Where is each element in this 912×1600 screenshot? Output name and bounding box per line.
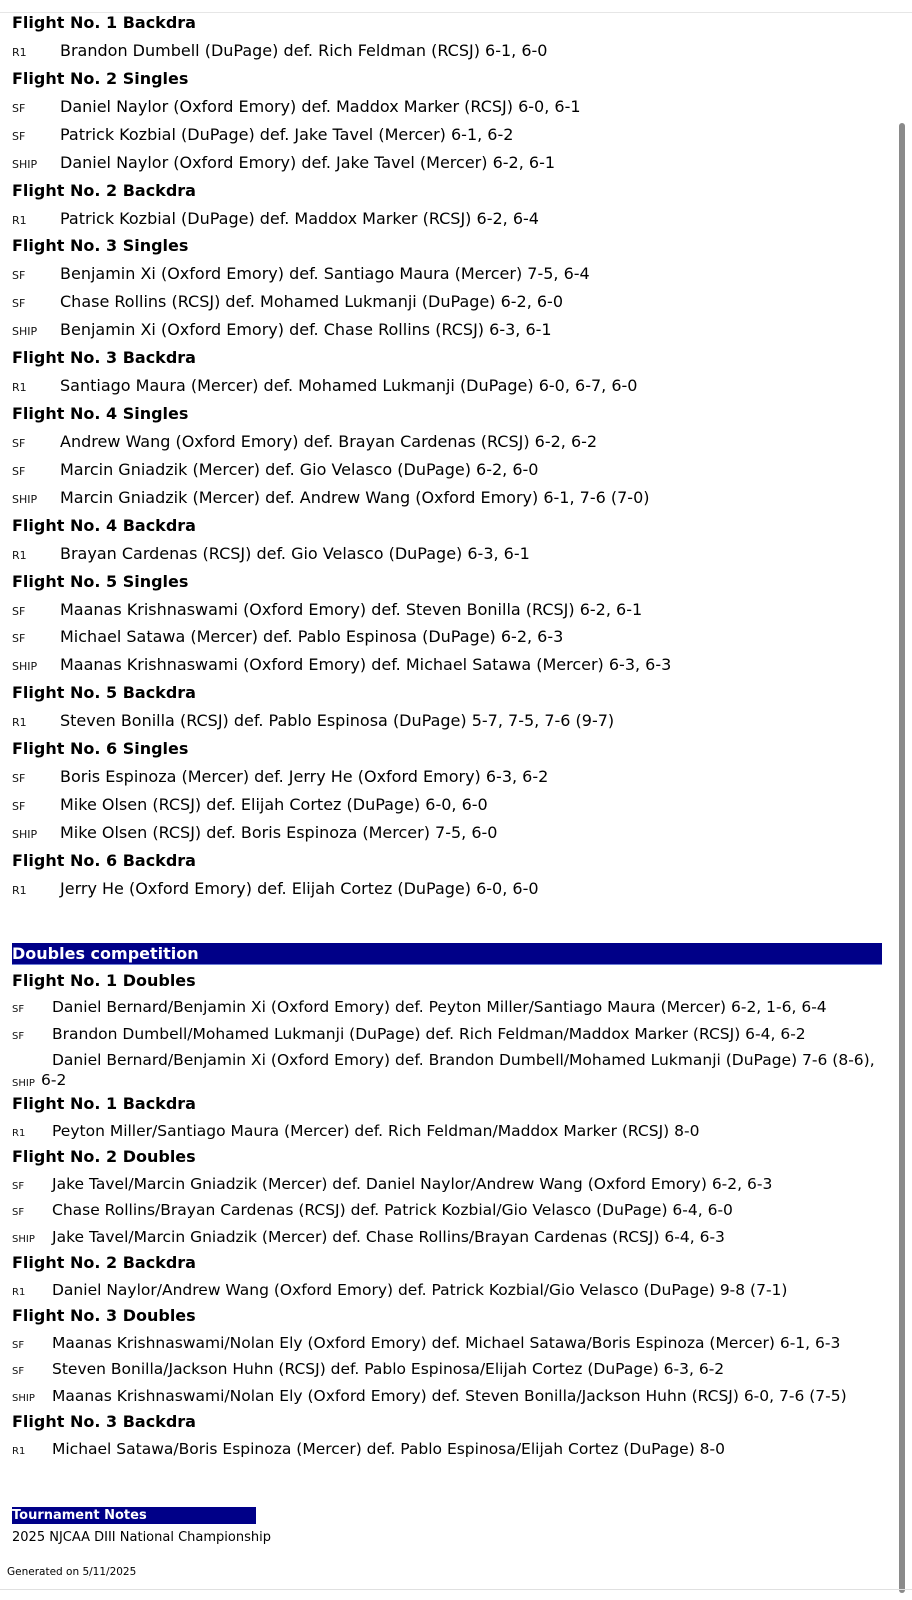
round-label: SHIP bbox=[12, 1392, 35, 1404]
flight-heading: Flight No. 5 Singles bbox=[12, 571, 189, 591]
match-result: Daniel Naylor (Oxford Emory) def. Maddox Marker (RCSJ) 6-0, 6-1 bbox=[60, 96, 581, 116]
round-label: SF bbox=[12, 1180, 25, 1192]
match-row bbox=[12, 1280, 888, 1307]
round-label: SF bbox=[12, 1207, 25, 1219]
match-row bbox=[12, 1386, 888, 1413]
tournament-notes-header: Tournament Notes bbox=[12, 1507, 256, 1524]
match-row bbox=[12, 1227, 888, 1254]
flight-heading: Flight No. 6 Singles bbox=[12, 739, 189, 759]
match-result: Daniel Naylor (Oxford Emory) def. Jake Tavel (Mercer) 6-2, 6-1 bbox=[60, 152, 556, 172]
round-label: SF bbox=[12, 1004, 25, 1016]
match-result: Brayan Cardenas (RCSJ) def. Gio Velasco (DuPage) 6-3, 6-1 bbox=[60, 543, 530, 563]
round-label: SHIP bbox=[12, 1078, 35, 1090]
match-result: Mike Olsen (RCSJ) def. Boris Espinoza (Mercer) 7-5, 6-0 bbox=[60, 822, 498, 842]
match-result: Daniel Bernard/Benjamin Xi (Oxford Emory) def. Brandon Dumbell/Mohamed Lukmanji (DuPage) 7-6 (8-6), 6-2 bbox=[41, 1051, 875, 1090]
round-label: SF bbox=[12, 772, 26, 786]
round-label: R1 bbox=[12, 1127, 26, 1139]
match-row bbox=[12, 1121, 888, 1148]
match-row bbox=[12, 264, 888, 292]
match-row bbox=[12, 292, 888, 320]
doubles-section-header: Doubles competition bbox=[12, 943, 882, 965]
match-result: Brandon Dumbell/Mohamed Lukmanji (DuPage) def. Rich Feldman/Maddox Marker (RCSJ) 6-4, 6-2 bbox=[52, 1024, 806, 1043]
match-result: Patrick Kozbial (DuPage) def. Jake Tavel (Mercer) 6-1, 6-2 bbox=[60, 124, 514, 144]
match-result: Chase Rollins/Brayan Cardenas (RCSJ) def. Patrick Kozbial/Gio Velasco (DuPage) 6-4, 6-0 bbox=[52, 1201, 733, 1220]
match-row bbox=[12, 432, 888, 460]
generated-date: Generated on 5/11/2025 bbox=[7, 1566, 137, 1579]
flight-heading: Flight No. 3 Backdra bbox=[12, 348, 196, 368]
match-row bbox=[12, 460, 888, 488]
flight-heading: Flight No. 2 Backdra bbox=[12, 180, 196, 200]
round-label: SF bbox=[12, 1030, 25, 1042]
match-result: Patrick Kozbial (DuPage) def. Maddox Marker (RCSJ) 6-2, 6-4 bbox=[60, 208, 539, 228]
match-result: Jake Tavel/Marcin Gniadzik (Mercer) def. Daniel Naylor/Andrew Wang (Oxford Emory) 6-2, 6-3 bbox=[52, 1174, 773, 1193]
match-result: Boris Espinoza (Mercer) def. Jerry He (Oxford Emory) 6-3, 6-2 bbox=[60, 767, 549, 787]
match-result: Maanas Krishnaswami/Nolan Ely (Oxford Emory) def. Michael Satawa/Boris Espinoza (Mercer) 6-1, 6-3 bbox=[52, 1333, 841, 1352]
match-result: Daniel Naylor/Andrew Wang (Oxford Emory) def. Patrick Kozbial/Gio Velasco (DuPage) 9-8 (7-1) bbox=[52, 1280, 788, 1299]
round-label: SHIP bbox=[12, 1233, 35, 1245]
match-row bbox=[12, 488, 888, 516]
round-label: R1 bbox=[12, 1445, 26, 1457]
results-content bbox=[7, 13, 888, 1579]
flight-heading: Flight No. 3 Backdra bbox=[12, 1412, 196, 1432]
round-label: SF bbox=[12, 101, 26, 115]
round-label: R1 bbox=[12, 548, 27, 562]
match-row bbox=[12, 1050, 888, 1094]
round-label: SHIP bbox=[12, 660, 38, 674]
flight-heading: Flight No. 4 Backdra bbox=[12, 515, 196, 535]
round-label: R1 bbox=[12, 883, 27, 897]
match-row bbox=[12, 1174, 888, 1201]
match-result: Chase Rollins (RCSJ) def. Mohamed Lukmanji (DuPage) 6-2, 6-0 bbox=[60, 292, 564, 312]
match-result: Daniel Bernard/Benjamin Xi (Oxford Emory) def. Peyton Miller/Santiago Maura (Mercer) 6-2, 1-6, 6-4 bbox=[52, 998, 827, 1017]
match-result: Jerry He (Oxford Emory) def. Elijah Cortez (DuPage) 6-0, 6-0 bbox=[60, 878, 539, 898]
match-result: Maanas Krishnaswami (Oxford Emory) def. Michael Satawa (Mercer) 6-3, 6-3 bbox=[60, 655, 672, 675]
match-result: Benjamin Xi (Oxford Emory) def. Santiago Maura (Mercer) 7-5, 6-4 bbox=[60, 264, 590, 284]
match-row bbox=[12, 125, 888, 153]
round-label: R1 bbox=[12, 46, 27, 59]
round-label: SF bbox=[12, 129, 26, 143]
round-label: SF bbox=[12, 464, 26, 478]
flight-heading: Flight No. 2 Doubles bbox=[12, 1147, 196, 1167]
match-result: Michael Satawa (Mercer) def. Pablo Espinosa (DuPage) 6-2, 6-3 bbox=[60, 627, 564, 647]
round-label: R1 bbox=[12, 213, 27, 227]
match-result: Benjamin Xi (Oxford Emory) def. Chase Rollins (RCSJ) 6-3, 6-1 bbox=[60, 320, 552, 340]
vertical-scrollbar[interactable] bbox=[899, 123, 905, 1593]
round-label: SHIP bbox=[12, 157, 38, 171]
bottom-divider bbox=[0, 1589, 912, 1590]
flight-heading: Flight No. 1 Doubles bbox=[12, 970, 196, 990]
round-label: SF bbox=[12, 269, 26, 283]
round-label: SF bbox=[12, 632, 26, 646]
match-result: Michael Satawa/Boris Espinoza (Mercer) def. Pablo Espinosa/Elijah Cortez (DuPage) 8-0 bbox=[52, 1439, 725, 1458]
flight-heading: Flight No. 4 Singles bbox=[12, 404, 189, 424]
match-row bbox=[12, 655, 888, 683]
doubles-results bbox=[12, 971, 888, 1466]
round-label: SHIP bbox=[12, 492, 38, 506]
match-row bbox=[12, 209, 888, 237]
flight-heading: Flight No. 2 Backdra bbox=[12, 1253, 196, 1273]
match-row bbox=[12, 1333, 888, 1360]
match-result: Santiago Maura (Mercer) def. Mohamed Lukmanji (DuPage) 6-0, 6-7, 6-0 bbox=[60, 376, 638, 396]
match-row bbox=[12, 153, 888, 181]
match-row bbox=[12, 600, 888, 628]
match-result: Maanas Krishnaswami/Nolan Ely (Oxford Emory) def. Steven Bonilla/Jackson Huhn (RCSJ) 6-0, 7-6 (7-5) bbox=[52, 1386, 847, 1405]
match-result: Brandon Dumbell (DuPage) def. Rich Feldman (RCSJ) 6-1, 6-0 bbox=[60, 41, 548, 60]
match-row bbox=[12, 97, 888, 125]
match-row bbox=[12, 627, 888, 655]
round-label: SF bbox=[12, 1339, 25, 1351]
flight-heading: Flight No. 1 Backdra bbox=[12, 13, 196, 32]
match-result: Maanas Krishnaswami (Oxford Emory) def. Steven Bonilla (RCSJ) 6-2, 6-1 bbox=[60, 599, 643, 619]
flight-heading: Flight No. 3 Doubles bbox=[12, 1306, 196, 1326]
round-label: R1 bbox=[12, 1286, 26, 1298]
match-row bbox=[12, 767, 888, 795]
round-label: SHIP bbox=[12, 325, 38, 339]
round-label: SF bbox=[12, 1366, 25, 1378]
flight-heading: Flight No. 2 Singles bbox=[12, 68, 189, 88]
match-result: Jake Tavel/Marcin Gniadzik (Mercer) def. Chase Rollins/Brayan Cardenas (RCSJ) 6-4, 6-3 bbox=[52, 1227, 725, 1246]
round-label: R1 bbox=[12, 716, 27, 730]
match-result: Marcin Gniadzik (Mercer) def. Gio Velasco (DuPage) 6-2, 6-0 bbox=[60, 459, 539, 479]
match-row bbox=[12, 41, 888, 69]
match-row bbox=[12, 376, 888, 404]
round-label: R1 bbox=[12, 381, 27, 395]
match-row bbox=[12, 1359, 888, 1386]
singles-results bbox=[12, 13, 888, 907]
round-label: SHIP bbox=[12, 827, 38, 841]
match-row bbox=[12, 795, 888, 823]
match-row bbox=[12, 997, 888, 1024]
match-result: Andrew Wang (Oxford Emory) def. Brayan Cardenas (RCSJ) 6-2, 6-2 bbox=[60, 432, 598, 452]
round-label: SF bbox=[12, 437, 26, 451]
round-label: SF bbox=[12, 800, 26, 814]
match-row bbox=[12, 1200, 888, 1227]
flight-heading: Flight No. 1 Backdra bbox=[12, 1094, 196, 1114]
round-label: SF bbox=[12, 604, 26, 618]
match-result: Steven Bonilla/Jackson Huhn (RCSJ) def. Pablo Espinosa/Elijah Cortez (DuPage) 6-3, 6-2 bbox=[52, 1360, 725, 1379]
match-row bbox=[12, 823, 888, 851]
match-result: Peyton Miller/Santiago Maura (Mercer) def. Rich Feldman/Maddox Marker (RCSJ) 8-0 bbox=[52, 1121, 700, 1140]
flight-heading: Flight No. 5 Backdra bbox=[12, 683, 196, 703]
tournament-notes-text: 2025 NJCAA DIII National Championship bbox=[12, 1530, 271, 1546]
round-label: SF bbox=[12, 297, 26, 311]
match-row bbox=[12, 1439, 888, 1466]
match-row bbox=[12, 1024, 888, 1051]
match-row bbox=[12, 711, 888, 739]
flight-heading: Flight No. 6 Backdra bbox=[12, 850, 196, 870]
match-row bbox=[12, 544, 888, 572]
match-row bbox=[12, 879, 888, 907]
match-result: Mike Olsen (RCSJ) def. Elijah Cortez (DuPage) 6-0, 6-0 bbox=[60, 795, 488, 815]
match-result: Steven Bonilla (RCSJ) def. Pablo Espinosa (DuPage) 5-7, 7-5, 7-6 (9-7) bbox=[60, 711, 615, 731]
match-row bbox=[12, 320, 888, 348]
match-result: Marcin Gniadzik (Mercer) def. Andrew Wang (Oxford Emory) 6-1, 7-6 (7-0) bbox=[60, 487, 650, 507]
flight-heading: Flight No. 3 Singles bbox=[12, 236, 189, 256]
